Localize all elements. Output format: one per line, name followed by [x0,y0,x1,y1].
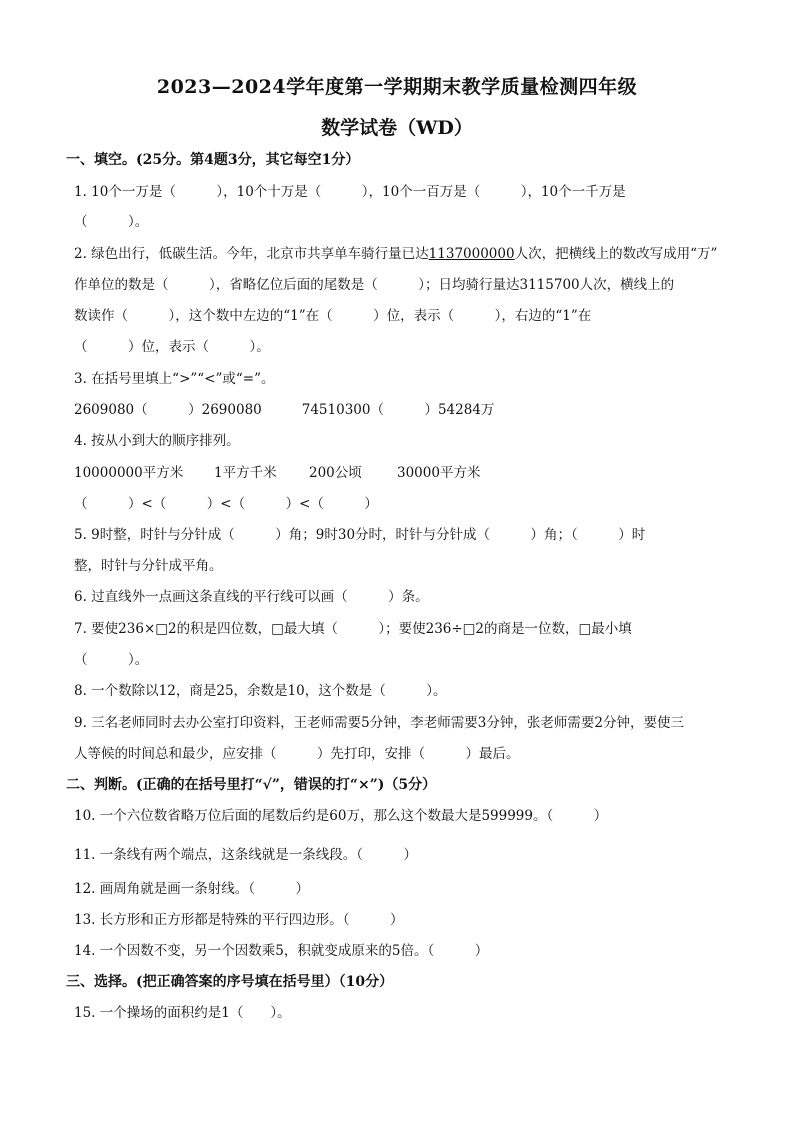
question-2-line4: （ ）位，表示（ ）。 [74,339,270,355]
question-2-line1 [74,244,717,264]
question-6: 6. 过直线外一点画这条直线的平行线可以画（ ）条。 [74,589,429,605]
question-3-item-b: 74510300（ ）54284万 [301,402,495,418]
question-4-item: 200公顷 [309,465,362,481]
question-3: 3. 在括号里填上“>”“<”或“=”。 [74,371,275,387]
question-3-items [74,400,494,420]
question-7-line2: （ ）。 [74,652,149,668]
question-10: 10. 一个六位数省略万位后面的尾数后约是60万，那么这个数最大是599999。（ ） [74,808,608,824]
question-9-line1: 9. 三名老师同时去办公室打印资料，王老师需要5分钟，李老师需要3分钟，张老师需要2分钟，要使三 [74,715,684,731]
question-7-line1: 7. 要使236×□2的积是四位数，□最大填（ ）；要使236÷□2的商是一位数，□最小填 [74,621,632,637]
question-15: 15. 一个操场的面积约是1（ ）。 [74,1005,291,1021]
question-2-text-b: 人次，把横线上的数改写成用“万” [514,246,718,262]
question-5-line2: 整，时针与分针成平角。 [74,558,223,574]
exam-title: 2023—2024学年度第一学期期末教学质量检测四年级 [156,76,638,98]
section1-heading: 一、填空。(25分。第4题3分，其它每空1分） [66,152,360,168]
question-4: 4. 按从小到大的顺序排列。 [74,433,240,449]
question-14: 14. 一个因数不变，另一个因数乘5，积就变成原来的5倍。（ ） [74,943,489,959]
question-3-item-a: 2609080（ ）2690080 [74,402,262,418]
question-5-line1: 5. 9时整，时针与分针成（ ）角；9时30分时，时针与分针成（ ）角；（ ）时 [74,527,646,543]
question-4-blanks: （ ）<（ ）<（ ）<（ ） [74,496,378,512]
question-2-text-a: 2. 绿色出行，低碳生活。今年，北京市共享单车骑行量已达 [74,246,429,262]
section2-heading: 二、判断。(正确的在括号里打“√”，错误的打“×”)（5分） [66,777,437,793]
question-1-line2: （ ）。 [74,214,149,230]
question-8: 8. 一个数除以12，商是25，余数是10，这个数是（ ）。 [74,683,447,699]
question-4-item: 10000000平方米 [74,465,184,481]
question-1-line1: 1. 10个一万是（ ），10个十万是（ ），10个一百万是（ ），10个一千万是 [74,184,626,200]
question-4-item: 30000平方米 [397,465,481,481]
question-13: 13. 长方形和正方形都是特殊的平行四边形。（ ） [74,912,404,928]
question-2-line2: 作单位的数是（ ），省略亿位后面的尾数是（ ）；日均骑行量达3115700人次，横线上的 [74,277,675,293]
question-4-items [74,463,480,483]
section3-heading: 三、选择。(把正确答案的序号填在括号里）（10分） [66,974,394,990]
question-4-item: 1平方千米 [214,465,277,481]
question-9-line2: 人等候的时间总和最少，应安排（ ）先打印，安排（ ）最后。 [74,746,520,762]
underlined-number: 1137000000 [428,246,515,262]
exam-subtitle: 数学试卷（WD） [321,117,473,139]
question-11: 11. 一条线有两个端点，这条线就是一条线段。（ ） [74,847,418,863]
question-2-line3: 数读作（ ），这个数中左边的“1”在（ ）位，表示（ ），右边的“1”在 [74,308,592,324]
question-12: 12. 画周角就是画一条射线。（ ） [74,881,310,897]
